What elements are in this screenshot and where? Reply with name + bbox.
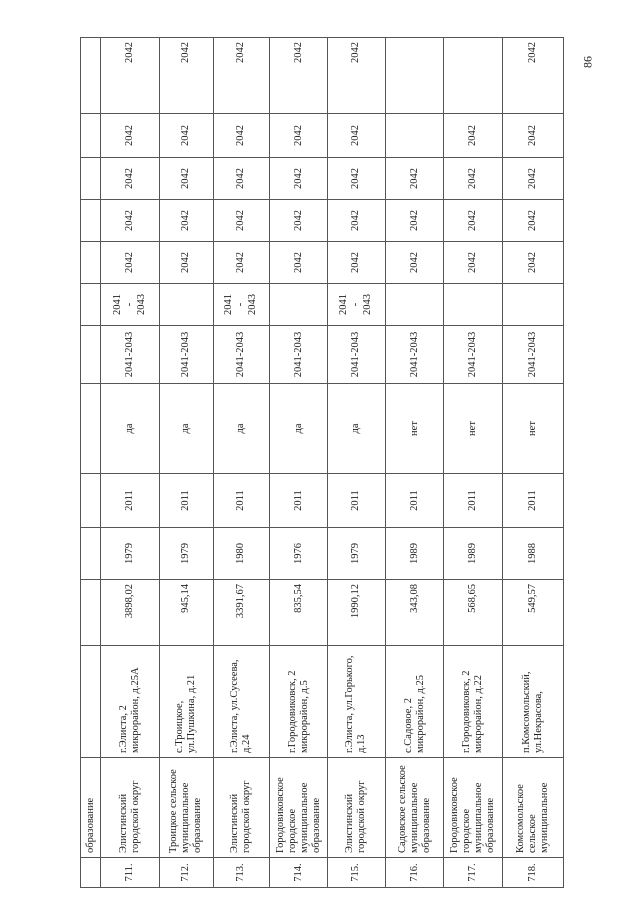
period-range <box>159 284 213 326</box>
data-table <box>80 37 564 888</box>
municipal-formation: Комсомольское сельское муниципальное <box>503 758 564 858</box>
period-value: 2041-2043 <box>444 326 503 384</box>
build-year: 1989 <box>385 528 444 580</box>
year-value-5 <box>444 38 503 114</box>
period-range <box>270 284 328 326</box>
area-value: 835,54 <box>270 580 328 646</box>
period-range <box>101 284 160 326</box>
year-value-4: 2042 <box>101 114 160 158</box>
flag-value: да <box>159 384 213 474</box>
build-year: 1988 <box>503 528 564 580</box>
survey-year: 2011 <box>385 474 444 528</box>
year-value-1: 2042 <box>101 242 160 284</box>
period-range-part: 2041 <box>223 294 235 315</box>
year-value-1: 2042 <box>503 242 564 284</box>
period-range <box>385 284 444 326</box>
address: г.Городовиковск, 2 микрорайон, д.22 <box>444 646 503 758</box>
year-value-4 <box>385 114 444 158</box>
year-value-2: 2042 <box>444 200 503 242</box>
flag-value: да <box>213 384 270 474</box>
year-value-5: 2042 <box>159 38 213 114</box>
year-value-5 <box>385 38 444 114</box>
page-number: 86 <box>580 56 595 68</box>
year-value-3: 2042 <box>328 158 386 200</box>
flag-value: да <box>101 384 160 474</box>
municipal-formation: Элистинский городской округ <box>101 758 160 858</box>
flag-value: да <box>270 384 328 474</box>
period-range <box>213 284 270 326</box>
build-year: 1980 <box>213 528 270 580</box>
address: с.Троицкое, ул.Пушкина, д.21 <box>159 646 213 758</box>
year-value-2: 2042 <box>503 200 564 242</box>
survey-year: 2011 <box>503 474 564 528</box>
year-value-3: 2042 <box>385 158 444 200</box>
year-value-3: 2042 <box>503 158 564 200</box>
table-row <box>159 38 213 888</box>
year-value-1: 2042 <box>444 242 503 284</box>
year-value-4: 2042 <box>328 114 386 158</box>
row-number: 715. <box>328 858 386 888</box>
area-value: 568,65 <box>444 580 503 646</box>
period-range-part: - <box>350 302 362 307</box>
municipal-formation: Элистинский городской округ <box>213 758 270 858</box>
flag-value: нет <box>385 384 444 474</box>
row-number: 712. <box>159 858 213 888</box>
address: г.Городовиковск, 2 микрорайон, д.5 <box>270 646 328 758</box>
area-value: 3391,67 <box>213 580 270 646</box>
year-value-4: 2042 <box>503 114 564 158</box>
year-value-5: 2042 <box>270 38 328 114</box>
year-value-1: 2042 <box>270 242 328 284</box>
survey-year: 2011 <box>328 474 386 528</box>
build-year: 1979 <box>159 528 213 580</box>
municipal-formation: Элистинский городской округ <box>328 758 386 858</box>
year-value-5: 2042 <box>503 38 564 114</box>
area-value: 343,08 <box>385 580 444 646</box>
build-year: 1979 <box>101 528 160 580</box>
period-range <box>328 284 386 326</box>
year-value-1: 2042 <box>213 242 270 284</box>
period-range-part: 2043 <box>247 294 259 315</box>
municipal-formation: Троицкое сельское муниципальное образование <box>159 758 213 858</box>
period-value: 2041-2043 <box>328 326 386 384</box>
area-value: 945,14 <box>159 580 213 646</box>
build-year: 1979 <box>328 528 386 580</box>
year-value-3: 2042 <box>159 158 213 200</box>
year-value-4: 2042 <box>444 114 503 158</box>
year-value-3: 2042 <box>270 158 328 200</box>
period-value: 2041-2043 <box>159 326 213 384</box>
header-cell: образование <box>81 758 101 858</box>
period-range-part: 2043 <box>362 294 374 315</box>
period-range <box>503 284 564 326</box>
period-value: 2041-2043 <box>503 326 564 384</box>
address: с.Садовое, 2 микрорайон, д.25 <box>385 646 444 758</box>
year-value-2: 2042 <box>159 200 213 242</box>
row-number: 714. <box>270 858 328 888</box>
year-value-2: 2042 <box>213 200 270 242</box>
year-value-4: 2042 <box>270 114 328 158</box>
address: г.Элиста, ул.Сусеева, д.24 <box>213 646 270 758</box>
row-number: 711. <box>101 858 160 888</box>
year-value-3: 2042 <box>444 158 503 200</box>
year-value-1: 2042 <box>385 242 444 284</box>
survey-year: 2011 <box>444 474 503 528</box>
table-row <box>385 38 444 888</box>
area-value: 3898,02 <box>101 580 160 646</box>
flag-value: нет <box>503 384 564 474</box>
period-value: 2041-2043 <box>101 326 160 384</box>
table-row <box>444 38 503 888</box>
survey-year: 2011 <box>213 474 270 528</box>
header-empty-cell <box>81 858 101 888</box>
year-value-4: 2042 <box>159 114 213 158</box>
area-value: 549,57 <box>503 580 564 646</box>
year-value-2: 2042 <box>385 200 444 242</box>
period-range-part: 2041 <box>112 294 124 315</box>
survey-year: 2011 <box>270 474 328 528</box>
year-value-1: 2042 <box>328 242 386 284</box>
row-number: 717. <box>444 858 503 888</box>
row-number: 713. <box>213 858 270 888</box>
period-range-part: 2043 <box>136 294 148 315</box>
year-value-1: 2042 <box>159 242 213 284</box>
year-value-2: 2042 <box>328 200 386 242</box>
survey-year: 2011 <box>159 474 213 528</box>
year-value-3: 2042 <box>101 158 160 200</box>
flag-value: нет <box>444 384 503 474</box>
period-range-part: - <box>235 302 247 307</box>
table-row <box>213 38 270 888</box>
period-value: 2041-2043 <box>270 326 328 384</box>
period-value: 2041-2043 <box>385 326 444 384</box>
period-range-part: 2041 <box>338 294 350 315</box>
area-value: 1990,12 <box>328 580 386 646</box>
year-value-2: 2042 <box>101 200 160 242</box>
year-value-5: 2042 <box>213 38 270 114</box>
header-row <box>81 38 101 888</box>
municipal-formation: Городовиковское городское муниципальное образование <box>270 758 328 858</box>
table-row <box>101 38 160 888</box>
year-value-4: 2042 <box>213 114 270 158</box>
municipal-formation: Городовиковское городское муниципальное образование <box>444 758 503 858</box>
table-row <box>328 38 386 888</box>
address: г.Элиста, 2 микрорайон, д.25А <box>101 646 160 758</box>
address: г.Элиста, ул.Горького, д.13 <box>328 646 386 758</box>
table-row <box>503 38 564 888</box>
row-number: 716. <box>385 858 444 888</box>
year-value-2: 2042 <box>270 200 328 242</box>
year-value-3: 2042 <box>213 158 270 200</box>
period-range-part: - <box>124 302 136 307</box>
period-range <box>444 284 503 326</box>
year-value-5: 2042 <box>328 38 386 114</box>
build-year: 1976 <box>270 528 328 580</box>
address: п.Комсомольский, ул.Некрасова, <box>503 646 564 758</box>
rotated-table-wrapper <box>80 38 564 888</box>
build-year: 1989 <box>444 528 503 580</box>
flag-value: да <box>328 384 386 474</box>
period-value: 2041-2043 <box>213 326 270 384</box>
year-value-5: 2042 <box>101 38 160 114</box>
row-number: 718. <box>503 858 564 888</box>
survey-year: 2011 <box>101 474 160 528</box>
municipal-formation: Садовское сельское муниципальное образование <box>385 758 444 858</box>
table-row <box>270 38 328 888</box>
